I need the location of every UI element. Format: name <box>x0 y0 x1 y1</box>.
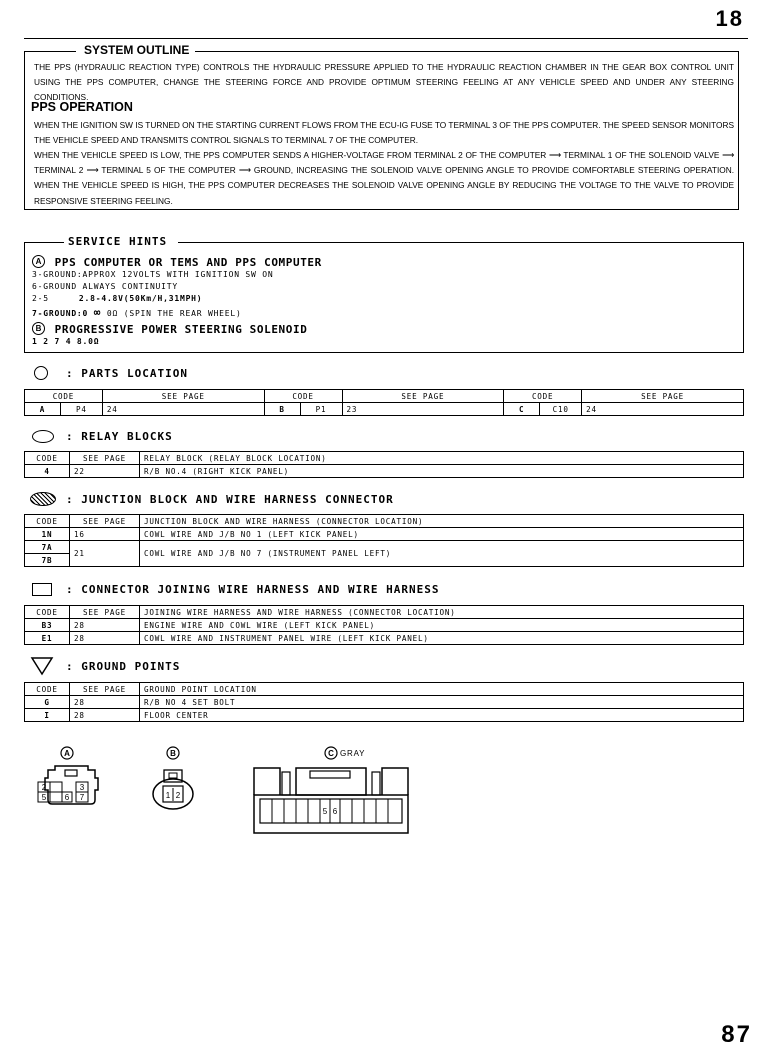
hint-a-line-3 <box>32 294 202 303</box>
header-code: CODE <box>25 515 70 528</box>
parts-code: A <box>25 403 61 416</box>
connector-b-diagram <box>153 747 193 809</box>
hints-box-top-left <box>24 242 64 243</box>
pps-operation-para2: WHEN THE VEHICLE SPEED IS LOW, THE PPS COMPUTER SENDS A HIGHER-VOLTAGE FROM TERMINAL 2 OF THE COMPUTER ⟶ TERMINAL 1 OF THE SOLENOID VALVE ⟶ TERMINAL 2 ⟶ TERMINAL 5 OF THE COMPUTER ⟶ GROUND, INCREASING THE SOLENOID VALVE OPENING ANGLE TO PROVIDE COMFORTABLE STEERING OPERATION. WHEN THE VEHICLE SPEED IS HIGH, THE PPS COMPUTER DECREASES THE SOLENOID VALVE OPENING ANGLE BY REDUCING THE VOLTAGE TO THE VALVE TO PROVIDE RESPONSIVE STEERING FEELING. <box>34 150 734 206</box>
cj-code: B3 <box>25 619 70 632</box>
relay-block-oval-icon <box>32 430 54 443</box>
cj-page: 28 <box>70 632 140 645</box>
relay-page: 22 <box>70 465 140 478</box>
table-row <box>25 403 744 416</box>
pin-label: 2 <box>41 783 47 792</box>
parts-location-title: : PARTS LOCATION <box>66 367 188 380</box>
hint-b-line: 1 2 7 4 8.0Ω <box>32 337 100 346</box>
relay-blocks-table <box>24 451 744 478</box>
pin-label: 6 <box>64 793 70 802</box>
gp-code: I <box>25 709 70 722</box>
jb-code: 1N <box>25 528 70 541</box>
table-row <box>25 606 744 619</box>
header-see-page: SEE PAGE <box>70 683 140 696</box>
header-location: RELAY BLOCK (RELAY BLOCK LOCATION) <box>140 452 744 465</box>
pin-label: 6 <box>332 807 338 816</box>
ground-point-triangle-icon <box>30 656 54 676</box>
table-row <box>25 632 744 645</box>
cj-code: E1 <box>25 632 70 645</box>
parts-sub: C10 <box>540 403 582 416</box>
header-code-1: CODE <box>25 390 103 403</box>
table-row <box>25 683 744 696</box>
table-row <box>25 452 744 465</box>
header-see-page: SEE PAGE <box>70 515 140 528</box>
hint-a-line-3-terminal: 2-5 <box>32 294 49 303</box>
table-row <box>25 515 744 528</box>
table-row <box>25 541 744 554</box>
header-location: GROUND POINT LOCATION <box>140 683 744 696</box>
connector-c-letter: C <box>328 749 334 758</box>
service-hints-title: SERVICE HINTS <box>68 235 168 248</box>
header-code: CODE <box>25 683 70 696</box>
hint-a-title: PPS COMPUTER OR TEMS AND PPS COMPUTER <box>54 256 322 269</box>
header-see-page: SEE PAGE <box>70 452 140 465</box>
header-code-2: CODE <box>264 390 342 403</box>
connector-diagrams <box>10 740 450 840</box>
junction-block-table <box>24 514 744 567</box>
hint-a-line-3-value: 2.8-4.8V(50Km/H,31MPH) <box>78 294 203 303</box>
circle-a-icon: A <box>32 255 45 268</box>
table-row <box>25 619 744 632</box>
table-row <box>25 465 744 478</box>
gp-location: FLOOR CENTER <box>140 709 744 722</box>
hint-a-line-4-b: 0Ω (SPIN THE REAR WHEEL) <box>106 309 242 318</box>
system-outline-text: THE PPS (HYDRAULIC REACTION TYPE) CONTROLS THE HYDRAULIC PRESSURE APPLIED TO THE HYDRAULIC REACTION CHAMBER IN THE GEAR BOX CONTROL UNIT USING THE PPS COMPUTER, CHANGE THE STEERING FORCE AND PROVIDE OPTIMUM STEERING FEELING AT ANY VEHICLE SPEED AND UNDER ANY STEERING CONDITIONS. <box>34 62 734 103</box>
jb-page: 21 <box>70 541 140 567</box>
cj-location: COWL WIRE AND INSTRUMENT PANEL WIRE (LEFT KICK PANEL) <box>140 632 744 645</box>
relay-code: 4 <box>25 465 70 478</box>
connector-a-letter: A <box>64 749 70 758</box>
ground-points-table <box>24 682 744 722</box>
parts-location-table <box>24 389 744 416</box>
outline-box-top-right <box>195 51 739 52</box>
table-row <box>25 390 744 403</box>
parts-code: C <box>504 403 540 416</box>
relay-blocks-title: : RELAY BLOCKS <box>66 430 173 443</box>
parts-page: 24 <box>582 403 744 416</box>
hints-box-top-right <box>178 242 744 243</box>
gp-location: R/B NO 4 SET BOLT <box>140 696 744 709</box>
ground-points-title: : GROUND POINTS <box>66 660 181 673</box>
system-outline-title: SYSTEM OUTLINE <box>84 43 190 57</box>
hint-b-heading <box>32 318 307 337</box>
header-location: JUNCTION BLOCK AND WIRE HARNESS (CONNECTOR LOCATION) <box>140 515 744 528</box>
connector-c-color: GRAY <box>340 749 366 758</box>
jb-location: COWL WIRE AND J/B NO 7 (INSTRUMENT PANEL LEFT) <box>140 541 744 567</box>
header-see-page-1: SEE PAGE <box>102 390 264 403</box>
pin-label: 2 <box>175 791 181 800</box>
header-see-page-2: SEE PAGE <box>342 390 504 403</box>
hint-a-line-4-a: 7-GROUND:0 <box>32 309 89 318</box>
gp-code: G <box>25 696 70 709</box>
pin-label: 5 <box>322 807 328 816</box>
circle-b-icon: B <box>32 322 45 335</box>
table-row <box>25 528 744 541</box>
connector-c-diagram <box>254 747 408 833</box>
cj-page: 28 <box>70 619 140 632</box>
parts-sub: P1 <box>300 403 342 416</box>
parts-code: B <box>264 403 300 416</box>
parts-sub: P4 <box>60 403 102 416</box>
connector-b-letter: B <box>170 749 176 758</box>
cj-location: ENGINE WIRE AND COWL WIRE (LEFT KICK PANEL) <box>140 619 744 632</box>
header-location: JOINING WIRE HARNESS AND WIRE HARNESS (CONNECTOR LOCATION) <box>140 606 744 619</box>
page-number-bottom: 87 <box>721 1021 752 1048</box>
hint-b-title: PROGRESSIVE POWER STEERING SOLENOID <box>54 323 308 336</box>
header-code-3: CODE <box>504 390 582 403</box>
connector-joining-table <box>24 605 744 645</box>
pin-label: 1 <box>165 791 171 800</box>
parts-page: 24 <box>102 403 264 416</box>
connector-joining-square-icon <box>32 583 52 596</box>
page-number-top: 18 <box>715 6 744 31</box>
jb-code: 7A <box>25 541 70 554</box>
connector-a-diagram <box>38 747 98 804</box>
jb-location: COWL WIRE AND J/B NO 1 (LEFT KICK PANEL) <box>140 528 744 541</box>
top-rule <box>24 38 748 39</box>
pin-label: 3 <box>79 783 85 792</box>
jb-code: 7B <box>25 554 70 567</box>
pin-label: 5 <box>41 793 47 802</box>
pps-operation-title: PPS OPERATION <box>31 100 133 114</box>
table-row <box>25 696 744 709</box>
pps-operation-para1: WHEN THE IGNITION SW IS TURNED ON THE STARTING CURRENT FLOWS FROM THE ECU-IG FUSE TO TERMINAL 3 OF THE PPS COMPUTER. THE SPEED SENSOR MONITORS THE VEHICLE SPEED AND TRANSMITS CONTROL SIGNALS TO TERMINAL 7 OF THE COMPUTER. <box>34 120 734 146</box>
hint-a-heading <box>32 251 322 270</box>
junction-block-hatched-oval-icon <box>30 492 56 506</box>
jb-page: 16 <box>70 528 140 541</box>
header-see-page-3: SEE PAGE <box>582 390 744 403</box>
hint-a-line-2: 6-GROUND ALWAYS CONTINUITY <box>32 282 179 291</box>
junction-block-title: : JUNCTION BLOCK AND WIRE HARNESS CONNECTOR <box>66 493 394 506</box>
parts-location-circle-icon <box>34 366 48 380</box>
pin-label: 7 <box>79 793 85 802</box>
parts-page: 23 <box>342 403 504 416</box>
header-code: CODE <box>25 606 70 619</box>
gp-page: 28 <box>70 709 140 722</box>
header-code: CODE <box>25 452 70 465</box>
connector-joining-title: : CONNECTOR JOINING WIRE HARNESS AND WIRE HARNESS <box>66 583 440 596</box>
infinity-symbol: ∞ <box>93 306 102 319</box>
outline-box-top-left <box>24 51 76 52</box>
gp-page: 28 <box>70 696 140 709</box>
hint-a-line-1: 3-GROUND:APPROX 12VOLTS WITH IGNITION SW ON <box>32 270 274 279</box>
header-see-page: SEE PAGE <box>70 606 140 619</box>
relay-location: R/B NO.4 (RIGHT KICK PANEL) <box>140 465 744 478</box>
table-row <box>25 709 744 722</box>
